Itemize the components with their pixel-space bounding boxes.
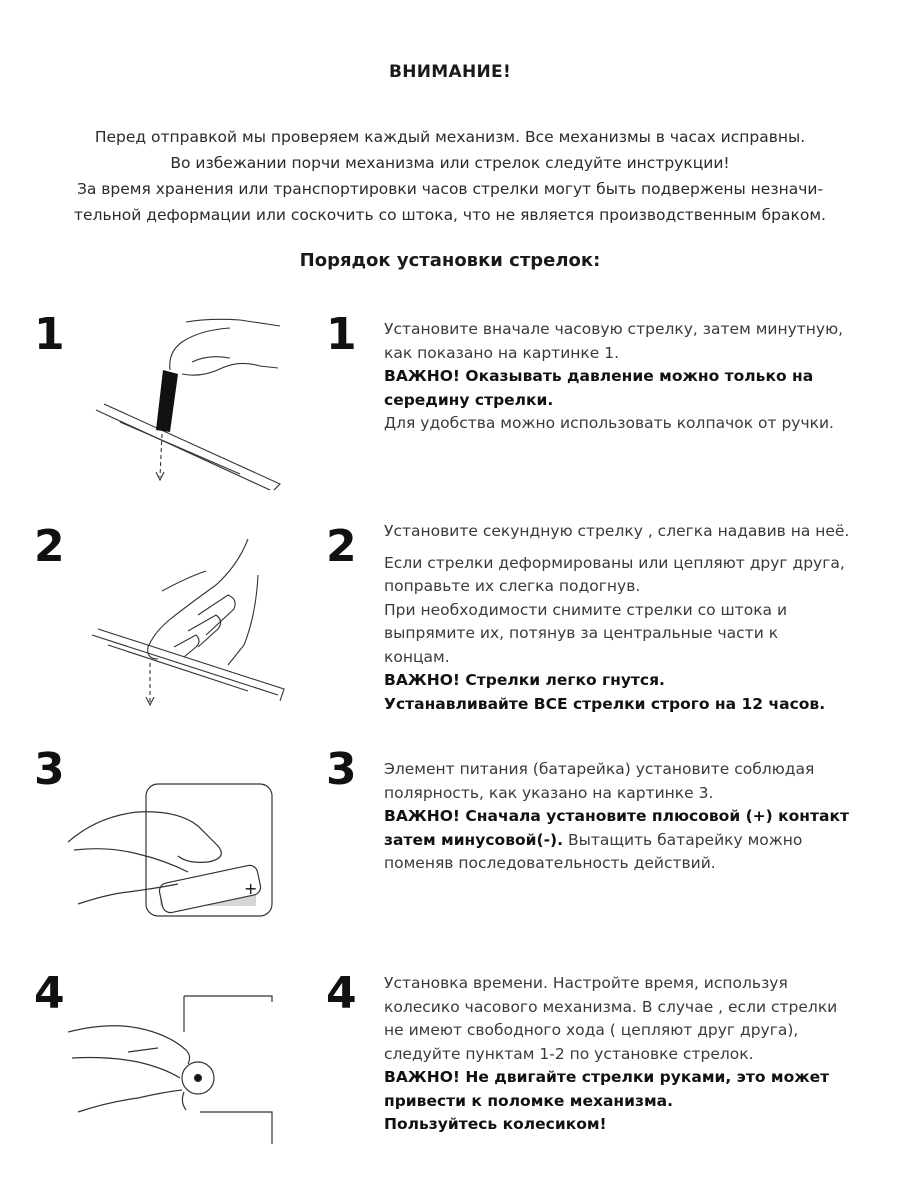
step-3-important: затем минусовой(-).: [384, 830, 564, 849]
step-2-line: Если стрелки деформированы или цепляют друг друга,: [384, 553, 845, 572]
intro-line: Во избежании порчи механизма или стрелок следуйте инструкции!: [170, 154, 730, 172]
step-4-illustration: [68, 992, 288, 1152]
intro-paragraph: [60, 124, 840, 228]
step-1-important: ВАЖНО! Оказывать давление можно только на: [384, 367, 814, 385]
step-1-line: Установите вначале часовую стрелку, затем минутную,: [384, 320, 844, 338]
battery-plus-sign: +: [244, 879, 258, 898]
step-4-important: привести к поломке механизма.: [384, 1091, 674, 1110]
step-4-important: Пользуйтесь колесиком!: [384, 1115, 607, 1133]
intro-line: Перед отправкой мы проверяем каждый механизм. Все механизмы в часах исправны.: [94, 128, 806, 146]
step-2-line: При необходимости снимите стрелки со штока и: [384, 600, 788, 619]
step-2-line: выпрямите их, потянув за центральные части к: [384, 624, 779, 642]
intro-line: тельной деформации или соскочить со штока, что не является производственным браком.: [74, 206, 826, 224]
step-1-important: середину стрелки.: [384, 390, 554, 409]
step-4-important: ВАЖНО! Не двигайте стрелки руками, это может: [384, 1068, 830, 1086]
step-1-right-number: 1: [326, 309, 357, 360]
step-2-line: Установите секундную стрелку , слегка надавив на неё.: [384, 522, 850, 540]
step-3-right-number: 3: [326, 744, 357, 795]
step-4-line: не имеют свободного хода ( цепляют друг друга),: [384, 1021, 799, 1039]
step-2-text: [384, 520, 874, 716]
step-3-line: поменяв последовательность действий.: [384, 854, 716, 872]
step-4-line: колесико часового механизма. В случае , если стрелки: [384, 997, 838, 1016]
step-1-line: Для удобства можно использовать колпачок от ручки.: [384, 414, 834, 432]
step-2-left-number: 2: [34, 521, 65, 572]
step-2-line: поправьте их слегка подогнув.: [384, 577, 641, 595]
step-3-illustration: [68, 776, 288, 926]
step-2-important: Устанавливайте ВСЕ стрелки строго на 12 часов.: [384, 694, 826, 713]
step-3-important: ВАЖНО! Сначала установите плюсовой (+) контакт: [384, 807, 849, 825]
step-1-line: как показано на картинке 1.: [384, 343, 620, 362]
step-4-text: [384, 972, 874, 1137]
step-4-line: следуйте пунктам 1-2 по установке стрелок.: [384, 1044, 754, 1063]
step-1-text: [384, 318, 874, 436]
step-3-line: полярность, как указано на картинке 3.: [384, 783, 714, 802]
intro-line: За время хранения или транспортировки часов стрелки могут быть подвержены незначи-: [76, 180, 824, 198]
step-2-important: ВАЖНО! Стрелки легко гнутся.: [384, 671, 665, 689]
step-2-right-number: 2: [326, 521, 357, 572]
step-1-left-number: 1: [34, 309, 65, 360]
step-4-right-number: 4: [326, 968, 357, 1019]
step-4-line: Установка времени. Настройте время, используя: [384, 974, 788, 992]
warning-title: ВНИМАНИЕ!: [388, 62, 511, 82]
step-2-illustration: [88, 535, 288, 715]
step-3-text: [384, 758, 874, 876]
step-3-line: Элемент питания (батарейка) установите соблюдая: [384, 760, 815, 778]
step-2-line: концам.: [384, 647, 450, 666]
step-1-illustration: [90, 312, 290, 492]
step-3-left-number: 3: [34, 744, 65, 795]
section-subtitle: Порядок установки стрелок:: [299, 250, 601, 271]
step-4-left-number: 4: [34, 968, 65, 1019]
step-3-line: Вытащить батарейку можно: [563, 830, 803, 849]
